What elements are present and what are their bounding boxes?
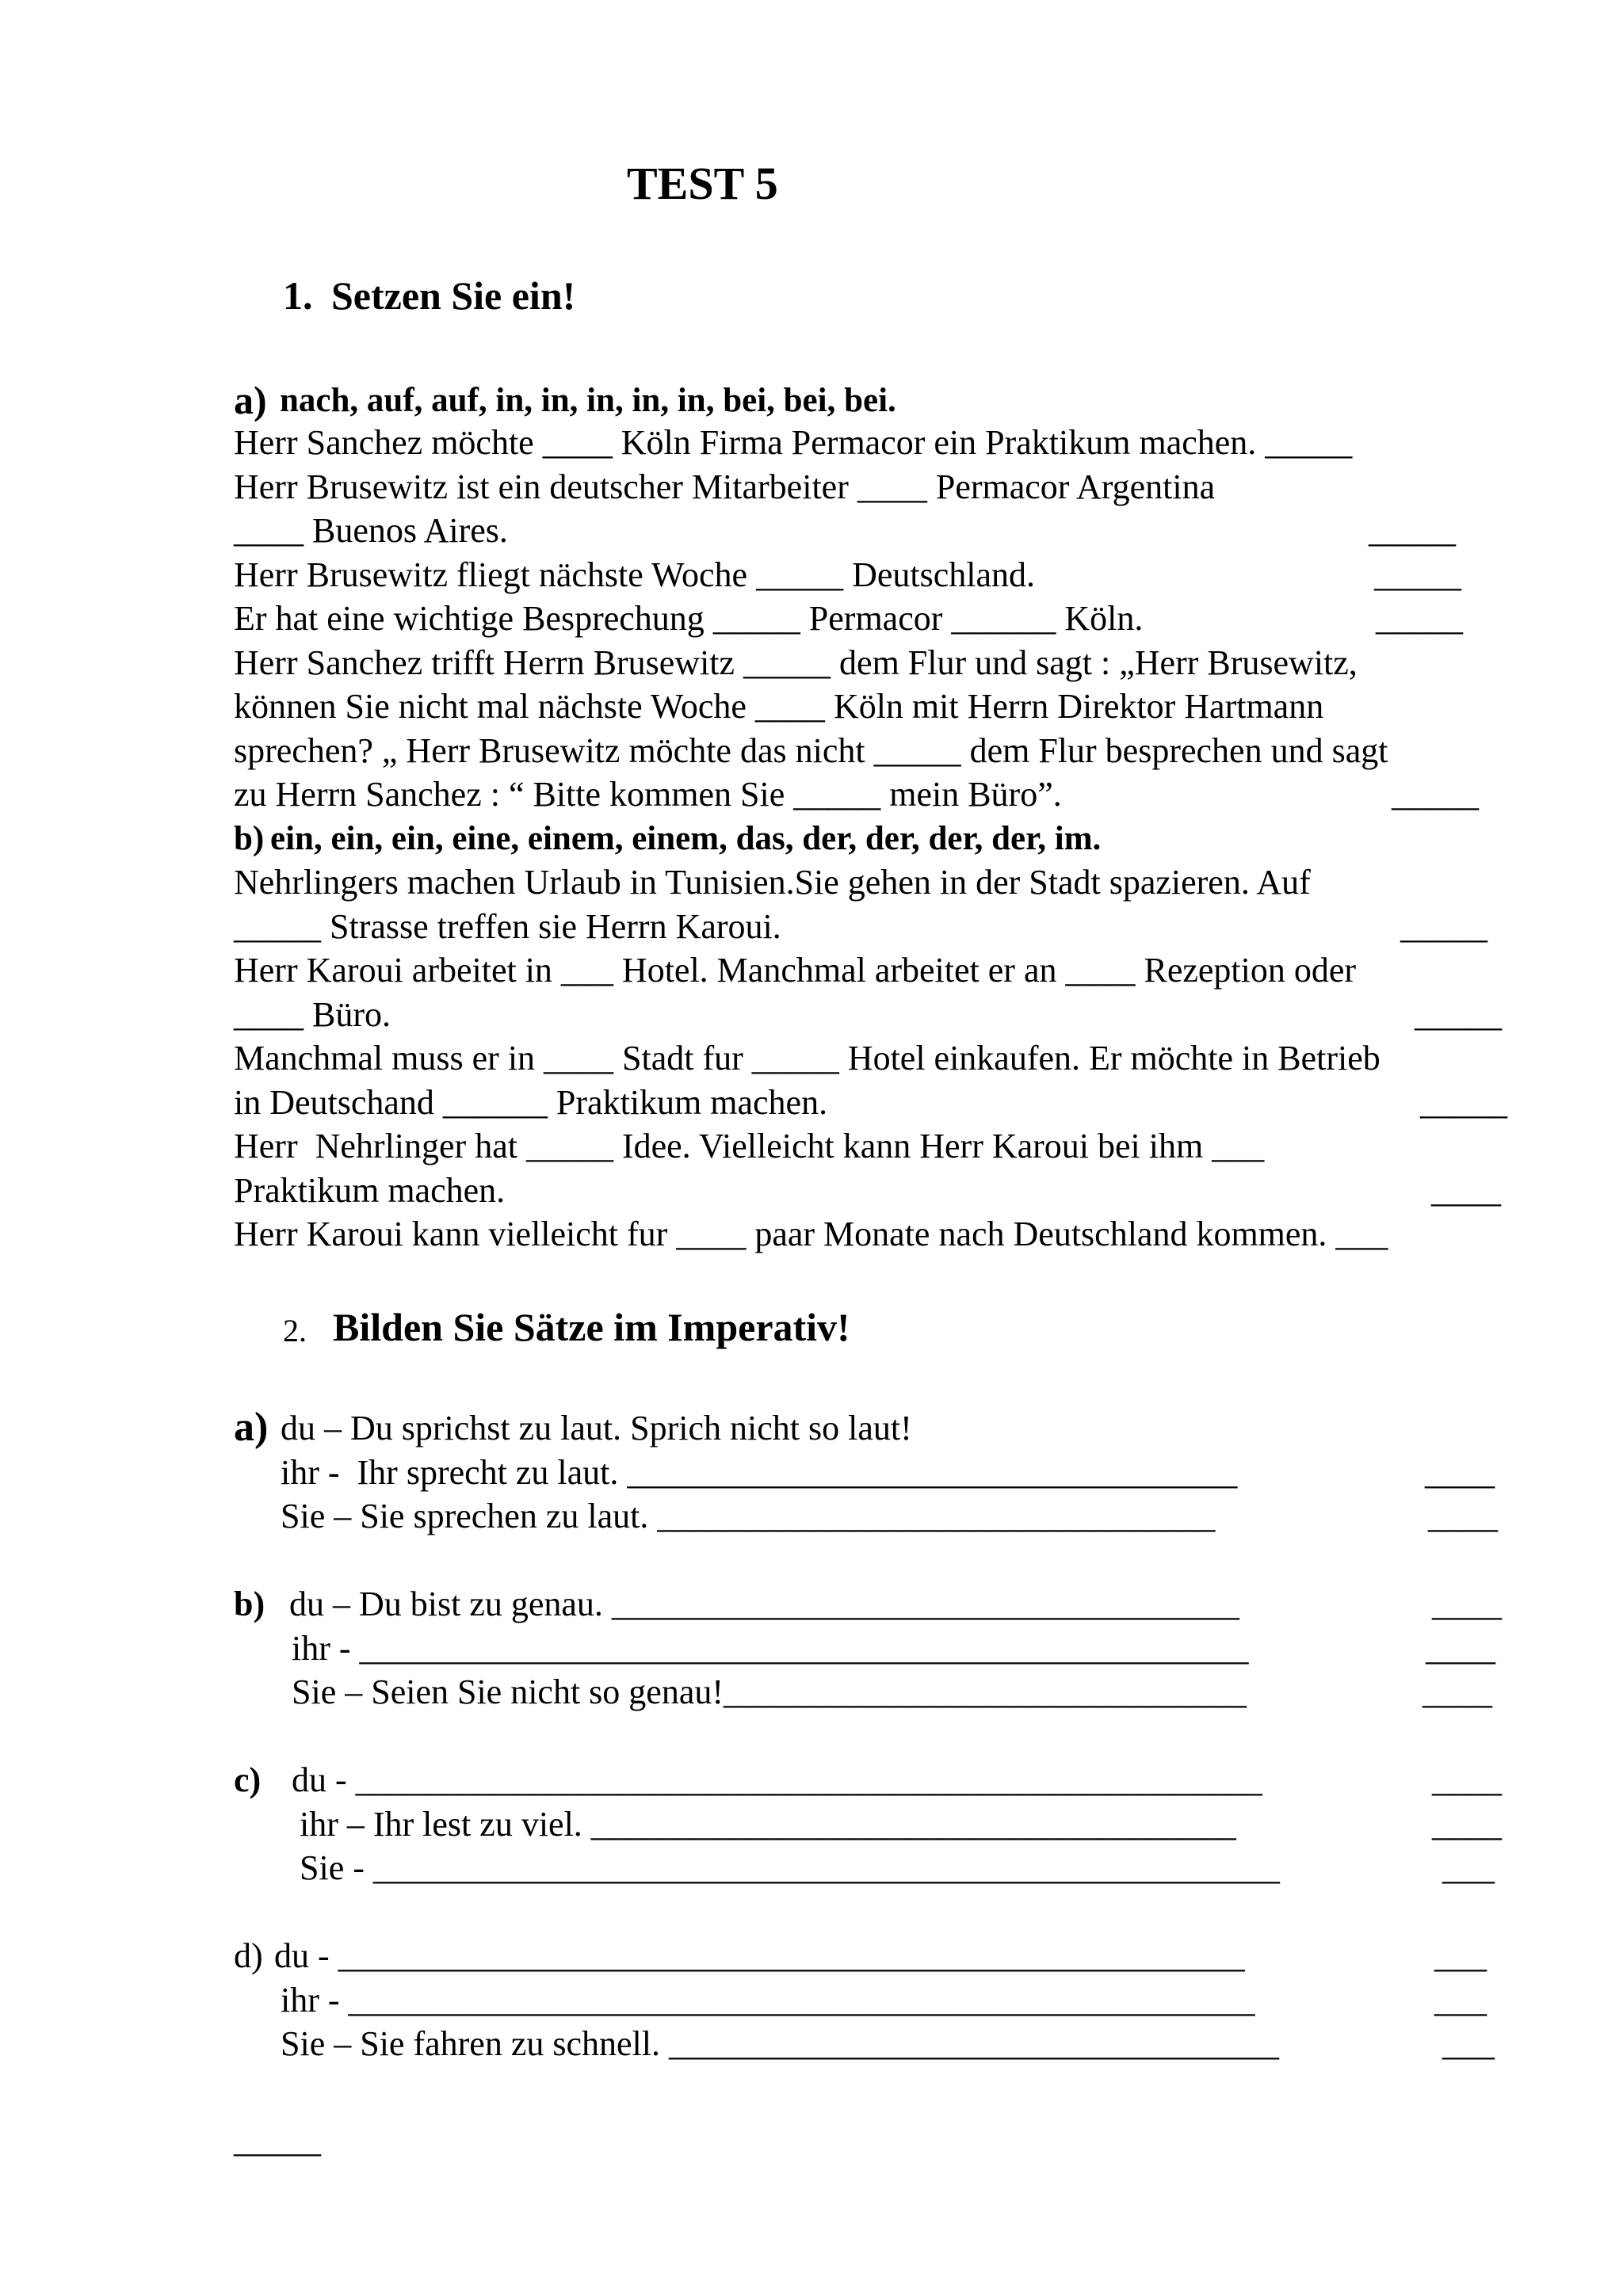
imperative-label-c: c) <box>234 1760 262 1799</box>
part-b-label: b) <box>234 820 265 857</box>
imperative-line: ihr – Ihr lest zu viel. _____________________________________ <box>300 1805 1236 1844</box>
imperative-line: du - ____________________________________________________ <box>274 1936 1245 1975</box>
exercise-line: Herr Brusewitz ist ein deutscher Mitarbeiter ____ Permacor Argentina <box>234 467 1216 506</box>
imperative-line: Sie – Seien Sie nicht so genau!______________________________ <box>292 1672 1247 1711</box>
exercise-line: _____ Strasse treffen sie Herrn Karoui. <box>234 907 781 946</box>
score-blank: ____ <box>1428 1497 1498 1535</box>
section-2-number: 2. <box>283 1313 307 1348</box>
imperative-line: Sie - ____________________________________________________ <box>300 1848 1280 1887</box>
score-blank: ____ <box>1432 1585 1502 1623</box>
score-blank: _____ <box>1400 907 1487 946</box>
imperative-label-d: d) <box>234 1936 263 1975</box>
imperative-line: ihr - ___________________________________________________ <box>292 1629 1249 1668</box>
score-blank: _____ <box>1392 775 1479 814</box>
final-score-blank: _____ <box>234 2121 321 2160</box>
imperative-line: Sie – Sie sprechen zu laut. ________________________________ <box>281 1497 1216 1535</box>
score-blank: ___ <box>1434 1981 1487 2019</box>
score-blank: ____ <box>1425 1453 1495 1492</box>
imperative-label-b: b) <box>234 1585 265 1623</box>
exercise-line: Manchmal muss er in ____ Stadt fur _____ Hotel einkaufen. Er möchte in Betrieb <box>234 1039 1381 1077</box>
section-1-heading: Setzen Sie ein! <box>331 273 576 318</box>
score-blank: _____ <box>1374 555 1461 594</box>
imperative-line: du - ____________________________________________________ <box>292 1760 1262 1799</box>
score-blank: ____ <box>1423 1672 1492 1711</box>
imperative-line: Sie – Sie fahren zu schnell. ___________________________________ <box>281 2024 1279 2063</box>
score-blank: _____ <box>1420 1083 1507 1122</box>
score-blank: ____ <box>1426 1629 1495 1668</box>
page-title: TEST 5 <box>627 158 778 209</box>
exercise-line: Praktikum machen. <box>234 1171 506 1210</box>
score-blank: _____ <box>1376 599 1463 638</box>
exercise-line: Herr Sanchez möchte ____ Köln Firma Permacor ein Praktikum machen. _____ <box>234 423 1353 462</box>
imperative-line: ihr - Ihr sprecht zu laut. ___________________________________ <box>281 1453 1238 1492</box>
exercise-line: ____ Büro. <box>234 995 391 1034</box>
part-a-label: a) <box>234 378 267 422</box>
exercise-line: zu Herrn Sanchez : “ Bitte kommen Sie _____ mein Büro”. <box>234 775 1062 814</box>
exercise-line: Herr Karoui arbeitet in ___ Hotel. Manchmal arbeitet er an ____ Rezeption oder <box>234 951 1357 990</box>
exercise-line: sprechen? „ Herr Brusewitz möchte das nicht _____ dem Flur besprechen und sagt <box>234 731 1388 770</box>
part-b-wordbank: ein, ein, ein, eine, einem, einem, das, der, der, der, der, im. <box>270 820 1102 857</box>
score-blank: ____ <box>1431 1171 1501 1210</box>
score-blank: _____ <box>1369 511 1456 550</box>
exercise-line: Er hat eine wichtige Besprechung _____ Permacor ______ Köln. <box>234 599 1144 638</box>
score-blank: _____ <box>1415 995 1502 1034</box>
imperative-label-a: a) <box>234 1405 269 1450</box>
score-blank: ____ <box>1432 1805 1502 1844</box>
imperative-line: du – Du bist zu genau. ____________________________________ <box>289 1585 1239 1623</box>
score-blank: ___ <box>1434 1936 1487 1975</box>
section-1-number: 1. <box>283 273 313 318</box>
score-blank: ___ <box>1442 2024 1495 2063</box>
imperative-line: ihr - ____________________________________________________ <box>281 1981 1255 2019</box>
exercise-line: Herr Nehrlinger hat _____ Idee. Vielleicht kann Herr Karoui bei ihm ___ <box>234 1127 1265 1165</box>
exercise-line: ____ Buenos Aires. <box>234 511 508 550</box>
exercise-line: Herr Brusewitz fliegt nächste Woche _____ Deutschland. <box>234 555 1036 594</box>
exercise-line: Herr Sanchez trifft Herrn Brusewitz _____ dem Flur und sagt : „Herr Brusewitz, <box>234 643 1358 682</box>
part-a-wordbank: nach, auf, auf, in, in, in, in, in, bei, bei, bei. <box>280 382 896 419</box>
exercise-line: können Sie nicht mal nächste Woche ____ Köln mit Herrn Direktor Hartmann <box>234 687 1324 726</box>
section-2-heading: Bilden Sie Sätze im Imperativ! <box>333 1305 850 1349</box>
score-blank: ____ <box>1432 1760 1502 1799</box>
imperative-line: du – Du sprichst zu laut. Sprich nicht so laut! <box>281 1409 912 1447</box>
exercise-line: Herr Karoui kann vielleicht fur ____ paar Monate nach Deutschland kommen. ___ <box>234 1215 1388 1253</box>
exercise-line: Nehrlingers machen Urlaub in Tunisien.Sie gehen in der Stadt spazieren. Auf <box>234 863 1311 902</box>
score-blank: ___ <box>1442 1848 1495 1887</box>
exercise-line: in Deutschand ______ Praktikum machen. <box>234 1083 828 1122</box>
